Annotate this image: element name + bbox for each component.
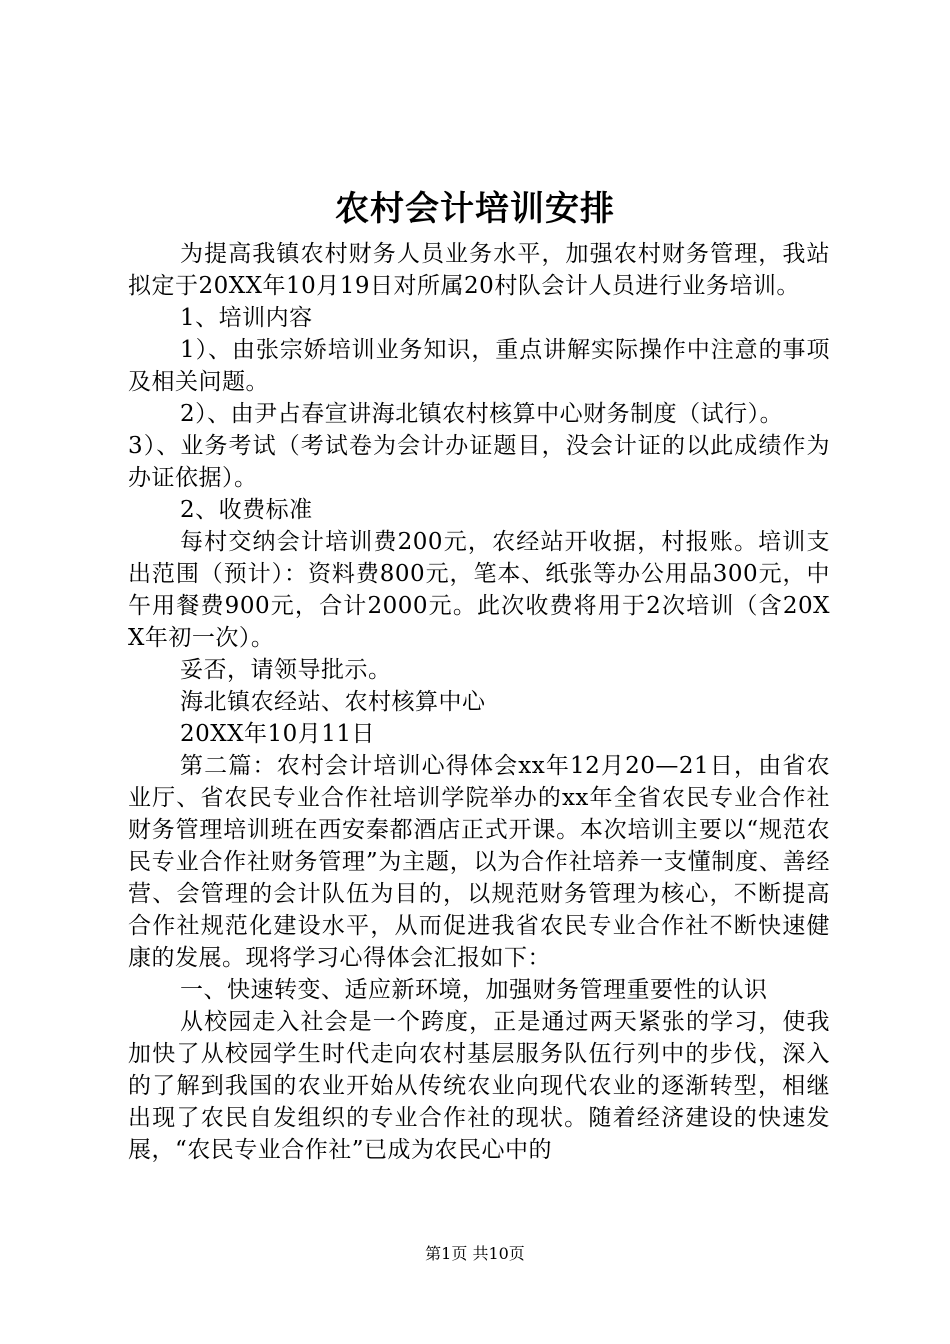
paragraph: 妥否，请领导批示。 — [180, 657, 392, 683]
page-number-footer: 第1页 共10页 — [425, 1244, 525, 1263]
paragraph: 3）、业务考试（考试卷为会计办证题目，没会计证的以此成绩作为办证依据）。 — [128, 433, 830, 491]
paragraph: 从校园走入社会是一个跨度，正是通过两天紧张的学习，使我加快了从校园学生时代走向农村基层服务队伍行列中的步伐，深入的了解到我国的农业开始从传统农业向现代农业的逐渐转型，相继出现了农民自发组织的专业合作社的现状。随着经济建设的快速发展，“农民专业合作社”已成为农民心中的 — [128, 1009, 830, 1163]
document-title: 农村会计培训安排 — [335, 189, 615, 229]
paragraph: 第二篇：农村会计培训心得体会xx年12月20—21日，由省农业厅、省农民专业合作社培训学院举办的xx年全省农民专业合作社财务管理培训班在西安秦都酒店正式开课。本次培训主要以“规范农民专业合作社财务管理”为主题，以为合作社培养一支懂制度、善经营、会管理的会计队伍为目的，以规范财务管理为核心，不断提高合作社规范化建设水平，从而促进我省农民专业合作社不断快速健康的发展。现将学习心得体会汇报如下： — [128, 753, 830, 971]
section-heading: 一、快速转变、适应新环境，加强财务管理重要性的认识 — [180, 977, 768, 1003]
section-heading: 2、收费标准 — [180, 497, 313, 523]
paragraph: 1）、由张宗娇培训业务知识，重点讲解实际操作中注意的事项及相关问题。 — [128, 337, 830, 395]
signature-date: 20XX年10月11日 — [180, 721, 376, 747]
paragraph: 每村交纳会计培训费200元，农经站开收据，村报账。培训支出范围（预计）：资料费800元，笔本、纸张等办公用品300元，中午用餐费900元，合计2000元。此次收费将用于2次培训（含20XX年初一次）。 — [128, 529, 830, 651]
paragraph: 2）、由尹占春宣讲海北镇农村核算中心财务制度（试行）。 — [180, 401, 784, 427]
signature-organization: 海北镇农经站、农村核算中心 — [180, 689, 486, 715]
paragraph: 为提高我镇农村财务人员业务水平，加强农村财务管理，我站拟定于20XX年10月19日对所属20村队会计人员进行业务培训。 — [128, 241, 830, 299]
section-heading: 1、培训内容 — [180, 305, 313, 331]
document-body — [128, 238, 830, 1166]
